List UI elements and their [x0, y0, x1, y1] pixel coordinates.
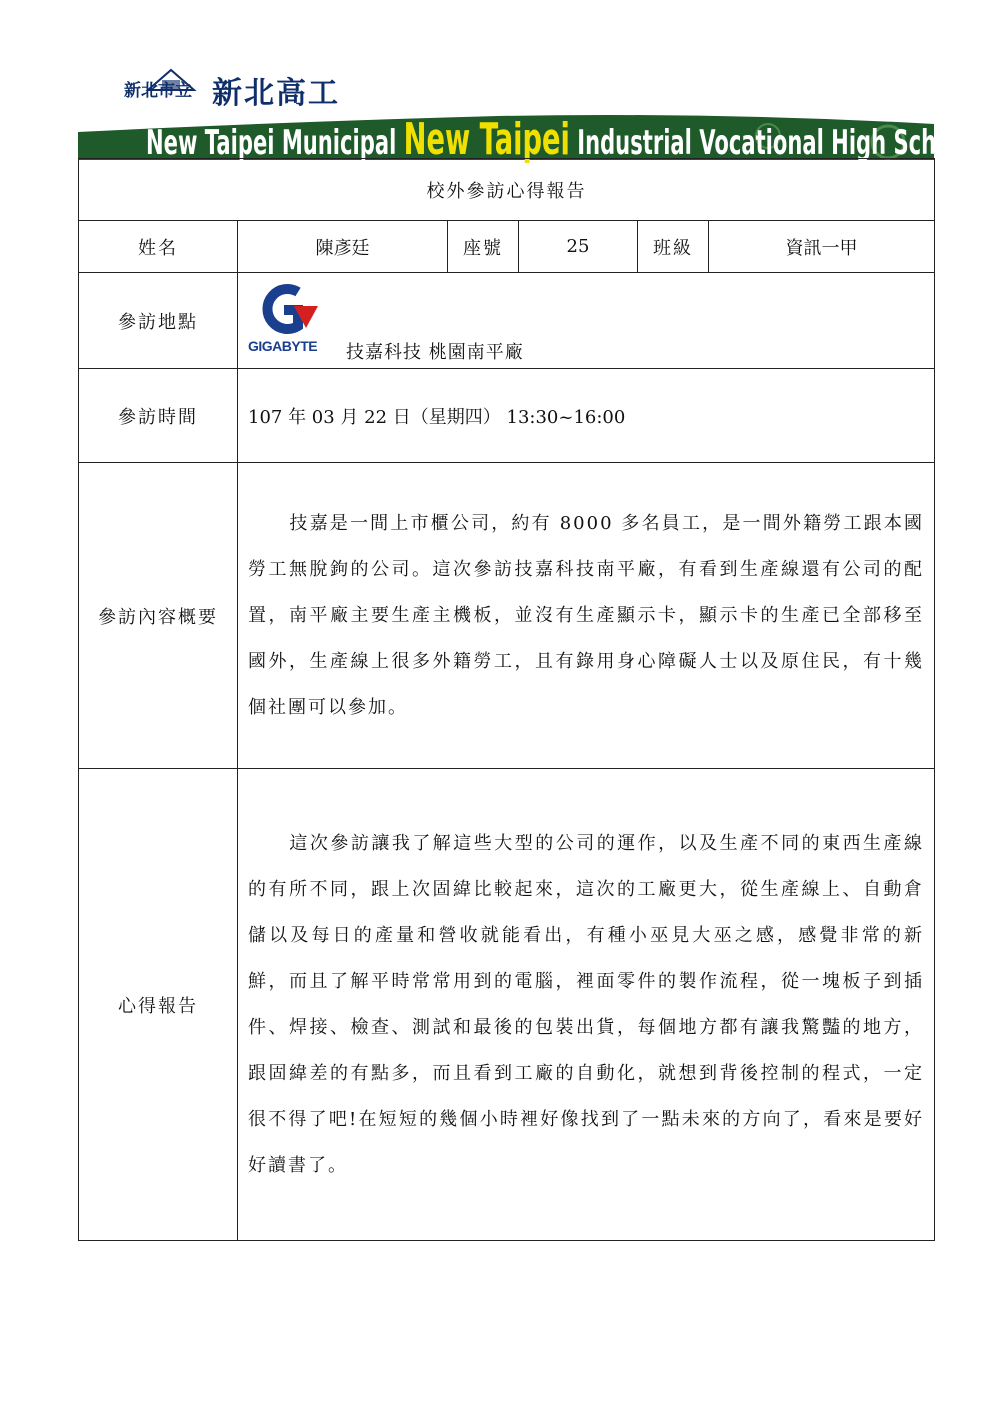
- name-label: 姓名: [79, 221, 238, 273]
- summary-text: 技嘉是一間上市櫃公司，約有 8000 多名員工，是一間外籍勞工跟本國勞工無脫鉤的公司。這次參訪技嘉科技南平廠，有看到生產線還有公司的配置，南平廠主要生產主機板，並沒有生產顯示卡，顯示卡的生產已全部移至國外，生產線上很多外籍勞工，且有錄用身心障礙人士以及原住民，有十幾個社團可以參加。: [248, 512, 925, 718]
- school-name: 新北高工: [212, 76, 340, 111]
- report-cell: [238, 769, 935, 1241]
- gigabyte-logo-icon: [254, 282, 320, 336]
- time-value: 107 年 03 月 22 日（星期四） 13:30~16:00: [238, 369, 935, 463]
- gigabyte-wordmark: GIGABYTE: [248, 337, 318, 354]
- class-value: 資訊一甲: [709, 221, 935, 273]
- school-header: [78, 62, 973, 165]
- seat-label: 座號: [448, 221, 519, 273]
- report-label: 心得報告: [79, 769, 238, 1241]
- report-text: 這次參訪讓我了解這些大型的公司的運作，以及生產不同的東西生產線的有所不同，跟上次固緯比較起來，這次的工廠更大，從生產線上、自動倉儲以及每日的產量和營收就能看出，有種小巫見大巫之感，感覺非常的新鮮，而且了解平時常常用到的電腦，裡面零件的製作流程，從一塊板子到插件、焊接、檢查、測試和最後的包裝出貨，每個地方都有讓我驚豔的地方，跟固緯差的有點多，而且看到工廠的自動化，就想到背後控制的程式，一定很不得了吧!在短短的幾個小時裡好像找到了一點未來的方向了，看來是要好好讀書了。: [248, 832, 925, 1176]
- name-value: 陳彥廷: [238, 221, 448, 273]
- summary-label: 參訪內容概要: [79, 463, 238, 769]
- banner-part1: New Taipei Municipal: [146, 123, 404, 163]
- place-cell: [238, 273, 935, 369]
- seat-value: 25: [519, 221, 638, 273]
- summary-cell: [238, 463, 935, 769]
- time-label: 參訪時間: [79, 369, 238, 463]
- place-value: 技嘉科技 桃園南平廠: [346, 341, 524, 363]
- banner-part3: Industrial Vocational High School: [569, 123, 973, 163]
- report-form: [78, 158, 935, 1241]
- class-label: 班級: [638, 221, 709, 273]
- place-label: 參訪地點: [79, 273, 238, 369]
- school-prefix: 新北市立: [124, 81, 192, 101]
- form-title: 校外參訪心得報告: [79, 159, 935, 221]
- banner-part2: New Taipei: [403, 114, 570, 165]
